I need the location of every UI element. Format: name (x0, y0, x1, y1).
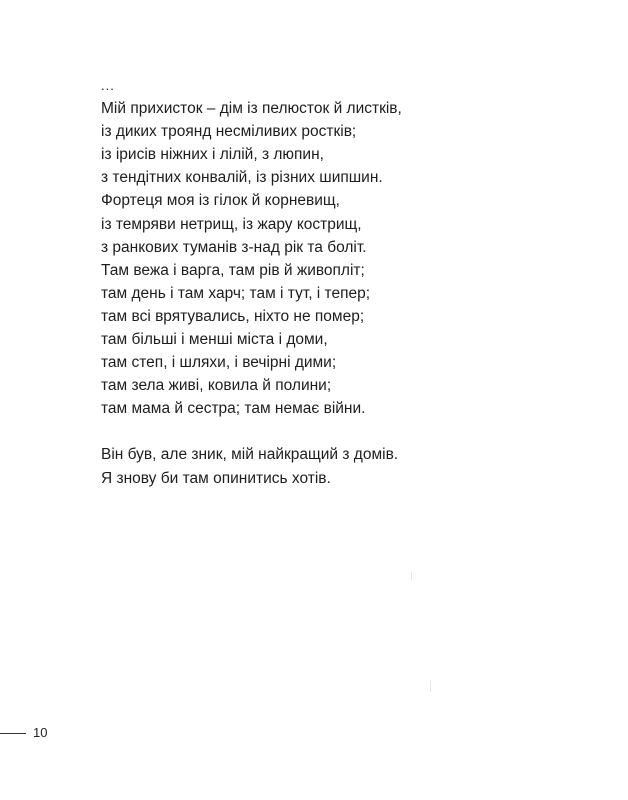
stanza-2 (101, 443, 581, 489)
poem-line: там зела живі, ковила й полини; (101, 377, 332, 395)
poem-line: Фортеця моя із гілок й корневищ, (101, 192, 340, 210)
poem-line: з тендітних конвалій, із різних шипшин. (101, 169, 383, 187)
poem-line: Там вежа і варга, там рів й живопліт; (101, 261, 365, 279)
poem-ellipsis: ... (101, 78, 115, 93)
poem-line: Мій прихисток – дім із пелюсток й листків, (101, 100, 402, 118)
stanza-spacer (101, 420, 581, 443)
scan-speck (411, 572, 412, 580)
poem-line: із диких троянд несміливих ростків; (101, 123, 357, 141)
poem-line: там мама й сестра; там немає війни. (101, 400, 366, 418)
scan-speck (430, 680, 431, 692)
poem-line: з ранкових туманів з-над рік та боліт. (101, 238, 367, 256)
stanza-1 (101, 97, 581, 420)
poem-line: із темряви нетрищ, із жару кострищ, (101, 215, 362, 233)
poem-line: там степ, і шляхи, і вечірні дими; (101, 354, 337, 372)
poem-line: там всі врятувались, ніхто не помер; (101, 307, 365, 325)
poem-line: там більші і менші міста і доми, (101, 331, 328, 349)
poem-line: Він був, але зник, мій найкращий з домів. (101, 446, 399, 464)
poem (101, 74, 581, 490)
poem-line: там день і там харч; там і тут, і тепер; (101, 284, 371, 302)
footer-rule (0, 733, 26, 734)
poem-line: Я знову би там опинитись хотів. (101, 469, 331, 487)
poem-line: із ірисів ніжних і лілій, з люпин, (101, 146, 324, 164)
page-number: 10 (33, 725, 48, 740)
